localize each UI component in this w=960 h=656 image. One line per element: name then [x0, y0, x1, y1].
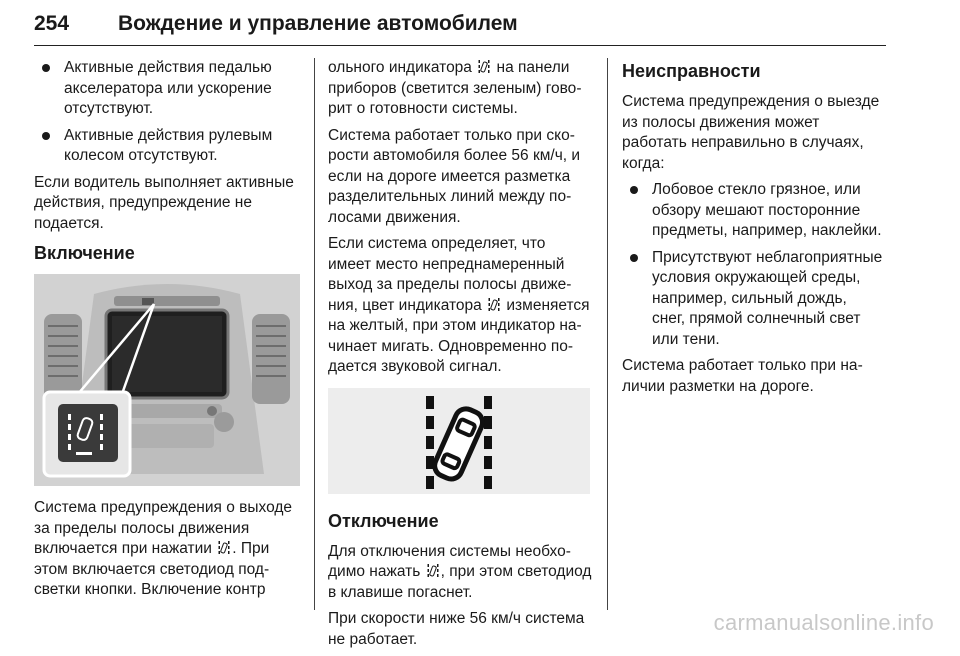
- lane-departure-icon: [218, 541, 230, 555]
- paragraph-part: . При этом включается светодиод подсветки кнопки. Включение контр: [34, 540, 270, 598]
- dashboard-photo: [34, 274, 300, 486]
- column-3: [622, 58, 884, 403]
- section-heading-malfunctions: Неисправности: [622, 61, 761, 81]
- column-divider: [314, 58, 315, 610]
- paragraph: Система предупреждения о выезде из полосы движения может работать неправильно в случаях, когда:: [622, 93, 880, 172]
- lane-departure-icon: [488, 298, 500, 312]
- list-item: Активные действия педалью акселератора или ускорение отсутствуют.: [34, 58, 300, 120]
- section-heading-disable: Отключение: [328, 510, 439, 531]
- paragraph: Если водитель выполняет активные действия, предупреждение не подается.: [34, 173, 294, 232]
- list-item: Присутствуют неблагоприятные условия окружающей среды, например, сильный дождь, снег, прямой солнечный свет или тени.: [622, 248, 884, 351]
- paragraph-part: изменяется на желтый, при этом индикатор начинает мигать. Одновременно подается звуковой сигнал.: [328, 296, 590, 375]
- paragraph-part: Система предупреждения о выходе за пределы полосы движения включается при нажатии: [34, 499, 293, 557]
- watermark: carmanualsonline.info: [713, 610, 934, 635]
- bullet-list: [34, 58, 300, 167]
- paragraph-part: , при этом светодиод в клавише погаснет.: [328, 563, 592, 601]
- paragraph-part: Для отключения системы необходимо нажать: [328, 542, 571, 580]
- column-2: [328, 58, 592, 656]
- page-header: [34, 12, 886, 46]
- lane-departure-icon: [427, 564, 439, 578]
- list-item: Активные действия рулевым колесом отсутствуют.: [34, 126, 300, 167]
- bullet-list: [622, 180, 884, 350]
- paragraph: Система работает только при скорости автомобиля более 56 км/ч, и если на дороге имеется разметка разделительных линий между полосами движения.: [328, 126, 581, 226]
- paragraph-part: ольного индикатора: [328, 59, 477, 76]
- lane-departure-symbol: [328, 388, 590, 494]
- section-heading-enable: Включение: [34, 243, 135, 263]
- page-number: 254: [34, 12, 70, 35]
- paragraph-part: на панели приборов (светится зеленым) говорит о готовности системы.: [328, 59, 582, 117]
- column-1: [34, 58, 300, 607]
- column-divider: [607, 58, 608, 610]
- paragraph: Система работает только при наличии разметки на дороге.: [622, 357, 863, 395]
- paragraph-part: Если система определяет, что имеет место непреднамеренный выход за пределы полосы движения, цвет индикатора: [328, 235, 572, 314]
- paragraph: При скорости ниже 56 км/ч система не работает.: [328, 610, 585, 648]
- list-item: Лобовое стекло грязное, или обзору мешают посторонние предметы, например, наклейки.: [622, 180, 884, 242]
- page-title: Вождение и управление автомобилем: [118, 12, 518, 35]
- lane-departure-icon: [478, 60, 490, 74]
